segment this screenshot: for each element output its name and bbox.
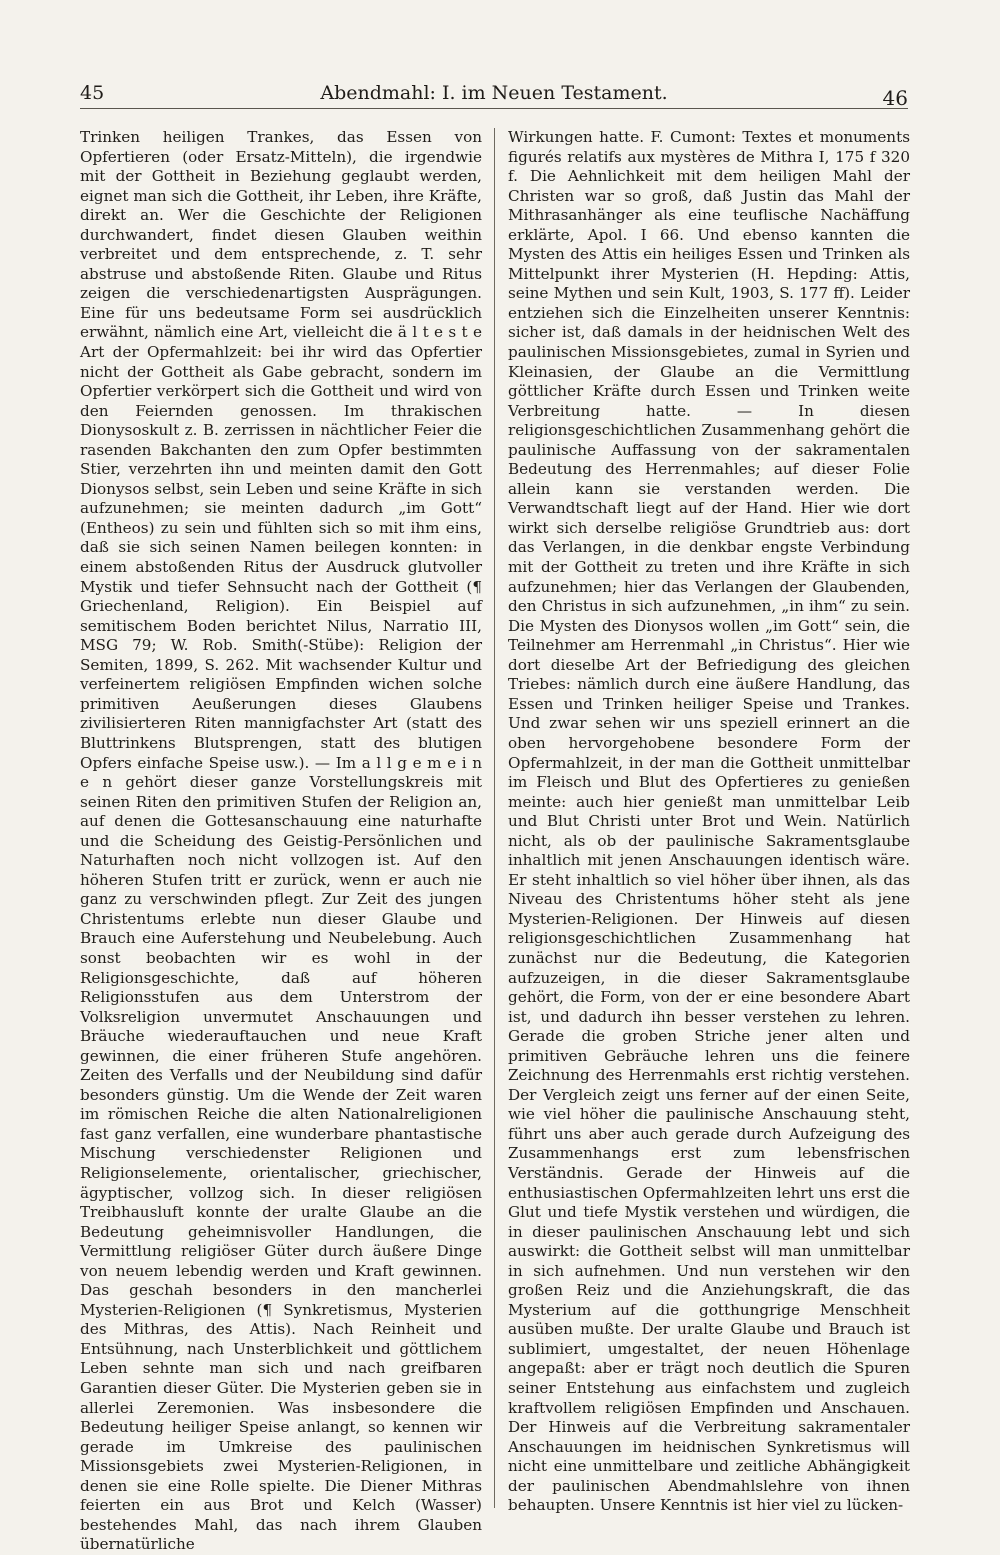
left-column	[80, 128, 482, 1554]
page-number-left: 45	[80, 82, 105, 104]
page-number-right: 46	[882, 86, 908, 110]
page-header	[80, 80, 908, 109]
right-column	[508, 128, 910, 1515]
running-title: Abendmahl: I. im Neuen Testament.	[320, 82, 668, 104]
right-column-text: Wirkungen hatte. F. Cumont: Textes et monuments figurés relatifs aux mystères de Mithra I, 175 f 320 f. Die Aehnlichkeit mit dem heiligen Mahl der Christen war so groß, daß Justin das Mahl der Mithrasanhänger als eine teuflische Nachäffung erklärte, Apol. I 66. Und ebenso kannten die Mysten des Attis ein heiliges Essen und Trinken als Mittelpunkt ihrer Mysterien (H. Hepding: Attis, seine Mythen und sein Kult, 1903, S. 177 ff). Leider entziehen sich die Einzelheiten unserer Kenntnis: sicher ist, daß damals in der heidnischen Welt des paulinischen Missionsgebietes, zumal in Syrien und Kleinasien, der Glaube an die Vermittlung göttlicher Kräfte durch Essen und Trinken weite Verbreitung hatte. — In diesen religionsgeschichtlichen Zusammenhang gehört die paulinische Auffassung von der sakramentalen Bedeutung des Herrenmahles; auf dieser Folie allein kann sie verstanden werden. Die Verwandtschaft liegt auf der Hand. Hier wie dort wirkt sich derselbe religiöse Grundtrieb aus: dort das Verlangen, in die denkbar engste Verbindung mit der Gottheit zu treten und ihre Kräfte in sich aufzunehmen; hier das Verlangen der Glaubenden, den Christus in sich aufzunehmen, „in ihm“ zu sein. Die Mysten des Dionysos wollen „im Gott“ sein, die Teilnehmer am Herrenmahl „in Christus“. Hier wie dort dieselbe Art der Befriedigung des gleichen Triebes: nämlich durch eine äußere Handlung, das Essen und Trinken heiliger Speise und Trankes. Und zwar sehen wir uns speziell erinnert an die oben hervorgehobene besondere Form der Opfermahlzeit, in der man die Gottheit unmittelbar im Fleisch und Blut des Opfertieres zu genießen meinte: auch hier genießt man unmittelbar Leib und Blut Christi unter Brot und Wein. Natürlich nicht, als ob der paulinische Sakramentsglaube inhaltlich mit jenen Anschauungen identisch wäre. Er steht inhaltlich so viel höher über ihnen, als das Niveau des Christentums höher steht als jene Mysterien-Religionen. Der Hinweis auf diesen religionsgeschichtlichen Zusammenhang hat zunächst nur die Bedeutung, die Kategorien aufzuzeigen, in die dieser Sakramentsglaube gehört, die Form, von der er eine besondere Abart ist, und dadurch ihn besser verstehen zu lehren. Gerade die groben Striche jener alten und primitiven Gebräuche lehren uns die feinere Zeichnung des Herrenmahls erst richtig verstehen. Der Vergleich zeigt uns ferner auf der einen Seite, wie viel höher die paulinische Anschauung steht, führt uns aber auch gerade durch Aufzeigung des Zusammenhangs erst zum lebensfrischen Verständnis. Gerade der Hinweis auf die enthusiastischen Opfermahlzeiten lehrt uns erst die Glut und tiefe Mystik verstehen und würdigen, die in dieser paulinischen Anschauung lebt und sich auswirkt: die Gottheit selbst will man unmittelbar in sich aufnehmen. Und nun verstehen wir den großen Reiz und die Anziehungskraft, die das Mysterium auf die gotthungrige Menschheit ausüben mußte. Der uralte Glaube und Brauch ist sublimiert, umgestaltet, der neuen Höhenlage angepaßt: aber er trägt noch deutlich die Spuren seiner Entstehung aus einfachstem und zugleich kraftvollem religiösen Empfinden und Anschauen. Der Hinweis auf die Verbreitung sakramentaler Anschauungen im heidnischen Synkretismus will nicht eine unmittelbare und zeitliche Abhängigkeit der paulinischen Abendmahlslehre von ihnen behaupten. Unsere Kenntnis ist hier viel zu lücken-	[508, 128, 910, 1515]
column-divider	[494, 128, 495, 1508]
left-column-text: Trinken heiligen Trankes, das Essen von Opfertieren (oder Ersatz-Mitteln), die irgendwie mit der Gottheit in Beziehung geglaubt werden, eignet man sich die Gottheit, ihr Leben, ihre Kräfte, direkt an. Wer die Geschichte der Religionen durchwandert, findet diesen Glauben weithin verbreitet und dem entsprechende, z. T. sehr abstruse und abstoßende Riten. Glaube und Ritus zeigen die verschiedenartigsten Ausprägungen. Eine für uns bedeutsame Form sei ausdrücklich erwähnt, nämlich eine Art, vielleicht die ä l t e s t e Art der Opfermahlzeit: bei ihr wird das Opfertier nicht der Gottheit als Gabe gebracht, sondern im Opfertier verkörpert sich die Gottheit und wird von den Feiernden genossen. Im thrakischen Dionysoskult z. B. zerrissen in nächtlicher Feier die rasenden Bakchanten den zum Opfer bestimmten Stier, verzehrten ihn und meinten damit den Gott Dionysos selbst, sein Leben und seine Kräfte in sich aufzunehmen; sie meinten dadurch „im Gott“ (Entheos) zu sein und fühlten sich so mit ihm eins, daß sie sich seinen Namen beilegen konnten: in einem abstoßenden Ritus der Ausdruck glutvoller Mystik und tiefer Sehnsucht nach der Gottheit (¶ Griechenland, Religion). Ein Beispiel auf semitischem Boden berichtet Nilus, Narratio III, MSG 79; W. Rob. Smith(-Stübe): Religion der Semiten, 1899, S. 262. Mit wachsender Kultur und verfeinertem religiösen Empfinden wichen solche primitiven Aeußerungen dieses Glaubens zivilisierteren Riten mannigfachster Art (statt des Bluttrinkens Blutsprengen, statt des blutigen Opfers einfache Speise usw.). — Im a l l g e m e i n e n gehört dieser ganze Vorstellungskreis mit seinen Riten den primitiven Stufen der Religion an, auf denen die Gottesanschauung eine naturhafte und die Scheidung des Geistig-Persönlichen und Naturhaften noch nicht vollzogen ist. Auf den höheren Stufen tritt er zurück, wenn er auch nie ganz zu verschwinden pflegt. Zur Zeit des jungen Christentums erlebte nun dieser Glaube und Brauch eine Auferstehung und Neubelebung. Auch sonst beobachten wir es wohl in der Religionsgeschichte, daß auf höheren Religionsstufen aus dem Unterstrom der Volksreligion unvermutet Anschauungen und Bräuche wiederauftauchen und neue Kraft gewinnen, die einer früheren Stufe angehören. Zeiten des Verfalls und der Neubildung sind dafür besonders günstig. Um die Wende der Zeit waren im römischen Reiche die alten Nationalreligionen fast ganz verfallen, eine wunderbare phantastische Mischung verschiedenster Religionen und Religionselemente, orientalischer, griechischer, ägyptischer, vollzog sich. In dieser religiösen Treibhausluft konnte der uralte Glaube an die Bedeutung geheimnisvoller Handlungen, die Vermittlung religiöser Güter durch äußere Dinge von neuem lebendig werden und Kraft gewinnen. Das geschah besonders in den mancherlei Mysterien-Religionen (¶ Synkretismus, Mysterien des Mithras, des Attis). Nach Reinheit und Entsühnung, nach Unsterblichkeit und göttlichem Leben sehnte man sich und nach greifbaren Garantien dieser Güter. Die Mysterien geben sie in allerlei Zeremonien. Was insbesondere die Bedeutung heiliger Speise anlangt, so kennen wir gerade im Umkreise des paulinischen Missionsgebiets zwei Mysterien-Religionen, in denen sie eine Rolle spielte. Die Diener Mithras feierten ein aus Brot und Kelch (Wasser) bestehendes Mahl, das nach ihrem Glauben übernatürliche	[80, 128, 482, 1554]
